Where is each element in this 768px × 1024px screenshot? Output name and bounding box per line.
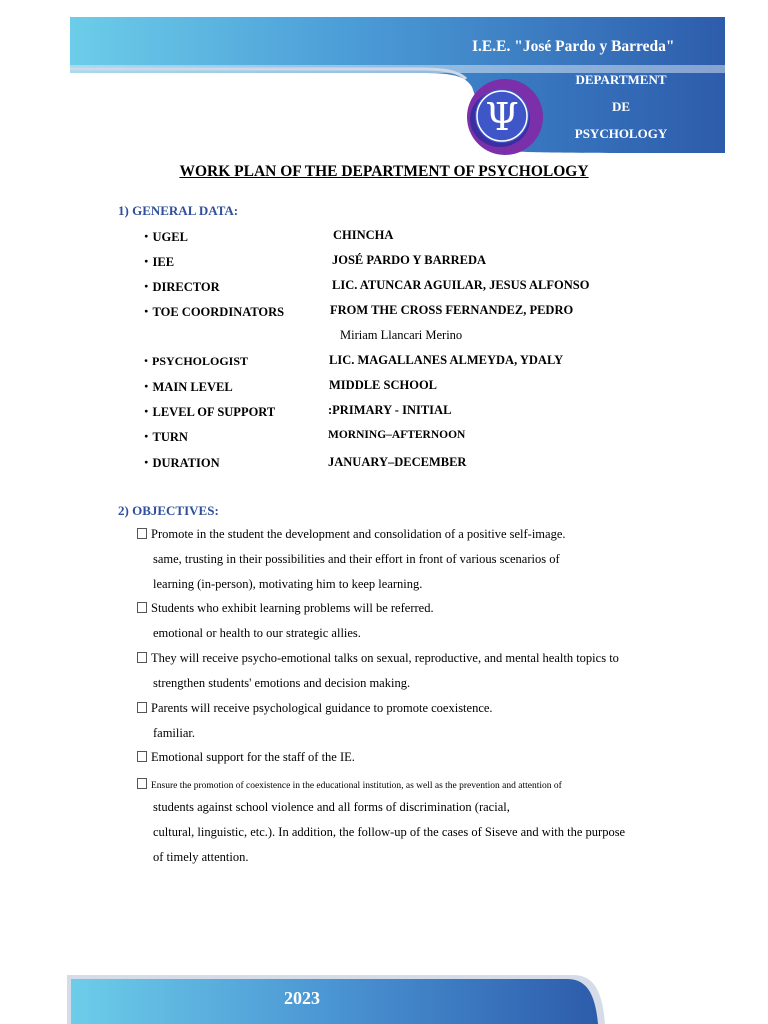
checkbox-bullet-icon <box>137 528 147 539</box>
objective-6-cont: of timely attention. <box>153 850 249 864</box>
general-data-heading: 1) GENERAL DATA: <box>118 203 239 218</box>
dept-line-2: DE <box>611 99 631 114</box>
psychology-logo <box>462 74 542 154</box>
school-name: I.E.E. "José Pardo y Barreda" <box>472 38 675 55</box>
footer-year: 2023 <box>284 988 320 1008</box>
objective-1 <box>137 527 566 542</box>
page-title <box>0 163 768 181</box>
objective-text: Ensure the promotion of coexistence in the educational institution, as well as the prevention and attention of <box>151 781 562 791</box>
level-of-support-value: :PRIMARY - INITIAL <box>328 403 452 417</box>
turn-label: ・TURN <box>140 430 188 444</box>
psychologist-label: ・PSYCHOLOGIST <box>140 354 249 368</box>
main-level-value: MIDDLE SCHOOL <box>329 378 438 392</box>
objective-4-cont: familiar. <box>153 726 195 740</box>
objective-1-cont: same, trusting in their possibilities and their effort in front of various scenarios of <box>153 552 560 566</box>
director-label: ・DIRECTOR <box>140 280 220 294</box>
objective-text: Emotional support for the staff of the IE. <box>151 750 355 764</box>
iee-label: ・IEE <box>140 255 175 269</box>
dept-line-1: DEPARTMENT <box>575 72 667 87</box>
objective-text: They will receive psycho-emotional talks on sexual, reproductive, and mental health topics to <box>151 651 619 665</box>
objective-1-cont: learning (in-person), motivating him to keep learning. <box>153 577 423 591</box>
objective-2 <box>137 601 434 616</box>
duration-value: JANUARY–DECEMBER <box>328 455 467 469</box>
psi-icon: Ψ <box>485 95 519 139</box>
objective-3-cont: strengthen students' emotions and decision making. <box>153 676 411 690</box>
toe-coordinators-label: ・TOE COORDINATORS <box>140 305 285 319</box>
objective-4 <box>137 701 493 716</box>
page-title-text: WORK PLAN OF THE DEPARTMENT OF PSYCHOLOGY <box>179 163 589 180</box>
duration-label: ・DURATION <box>140 456 220 470</box>
checkbox-bullet-icon <box>137 778 147 789</box>
toe-coordinators-extra: Miriam Llancari Merino <box>340 328 463 342</box>
main-level-label: ・MAIN LEVEL <box>140 380 233 394</box>
ugel-value: CHINCHA <box>333 228 394 242</box>
level-of-support-label: ・LEVEL OF SUPPORT <box>140 405 276 419</box>
checkbox-bullet-icon <box>137 652 147 663</box>
objective-6-cont: cultural, linguistic, etc.). In addition, the follow-up of the cases of Siseve and with the purpose <box>153 825 626 839</box>
checkbox-bullet-icon <box>137 702 147 713</box>
toe-coordinators-value: FROM THE CROSS FERNANDEZ, PEDRO <box>330 303 574 317</box>
objective-text: Students who exhibit learning problems will be referred. <box>151 601 434 615</box>
dept-line-3: PSYCHOLOGY <box>574 126 668 141</box>
iee-value: JOSÉ PARDO Y BARREDA <box>332 253 487 267</box>
objective-text: Promote in the student the development and consolidation of a positive self-image. <box>151 527 566 541</box>
psychologist-value: LIC. MAGALLANES ALMEYDA, YDALY <box>329 353 564 367</box>
objective-3 <box>137 651 619 666</box>
ugel-label: ・UGEL <box>140 230 188 244</box>
objective-6 <box>137 778 562 791</box>
director-value: LIC. ATUNCAR AGUILAR, JESUS ALFONSO <box>332 278 590 292</box>
checkbox-bullet-icon <box>137 751 147 762</box>
objective-5 <box>137 750 355 765</box>
turn-value: MORNING–AFTERNOON <box>328 429 466 441</box>
objective-text: Parents will receive psychological guidance to promote coexistence. <box>151 701 493 715</box>
objective-2-cont: emotional or health to our strategic allies. <box>153 626 361 640</box>
checkbox-bullet-icon <box>137 602 147 613</box>
objectives-heading: 2) OBJECTIVES: <box>118 503 219 518</box>
objective-6-cont: students against school violence and all forms of discrimination (racial, <box>153 800 510 814</box>
